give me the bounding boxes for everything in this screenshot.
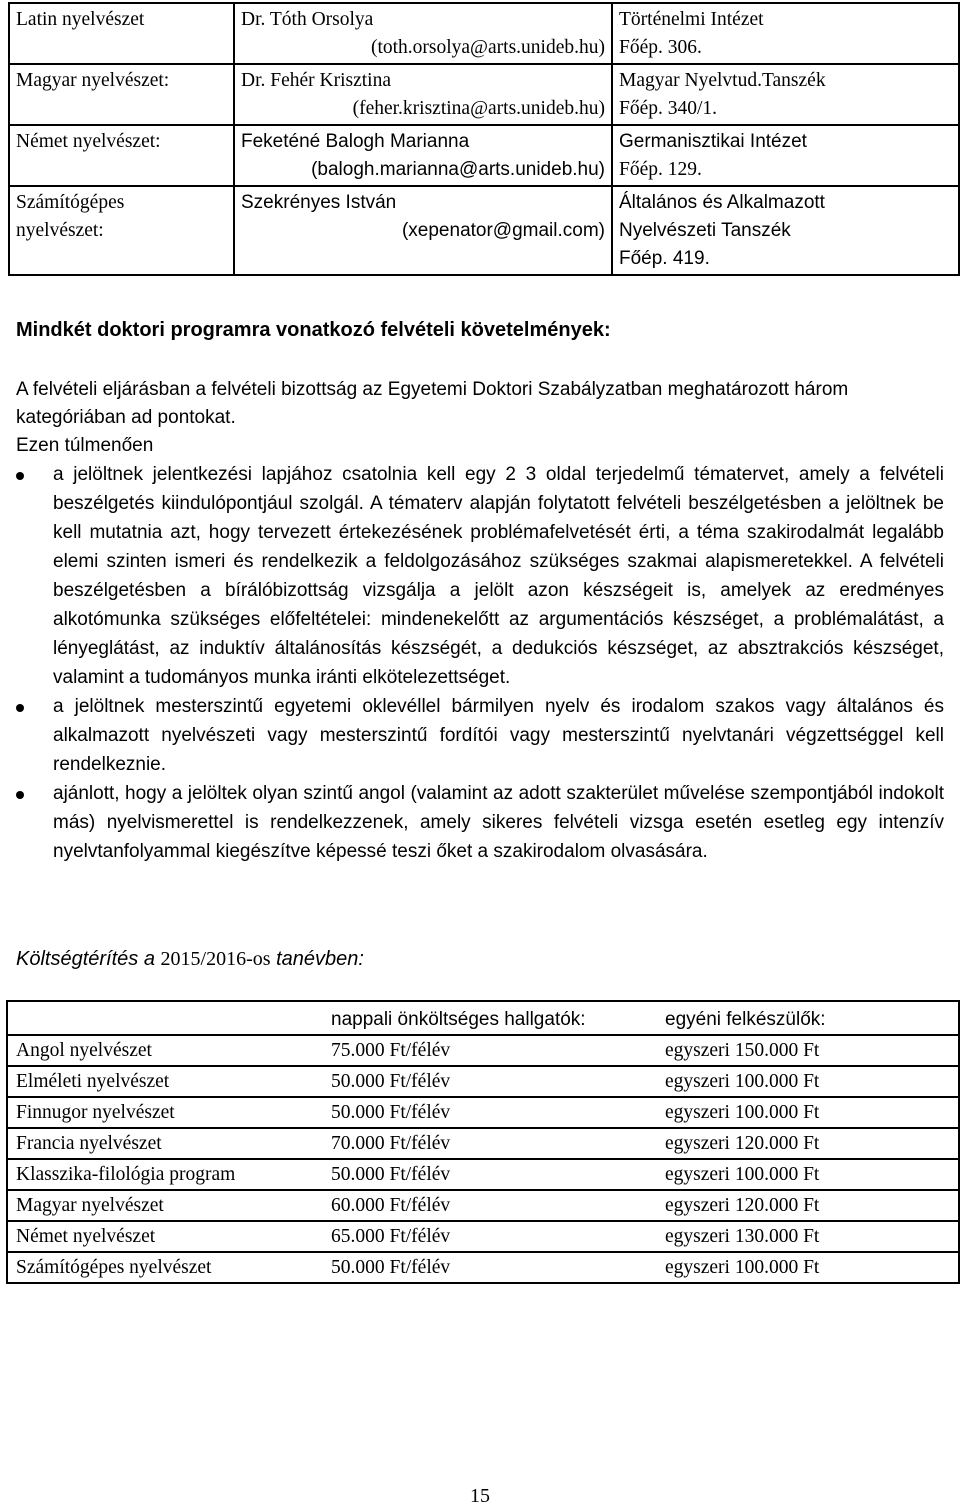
header-cell: egyéni felkészülők:	[665, 1009, 826, 1030]
contact-person: Feketéné Balogh Marianna	[241, 131, 470, 152]
location-cell	[612, 186, 959, 275]
individual-fee-cell: egyszeri 120.000 Ft	[665, 1195, 820, 1216]
program-cell: Elméleti nyelvészet	[16, 1071, 170, 1092]
cost-title-after: tanévben:	[270, 948, 364, 970]
fulltime-fee-cell: 60.000 Ft/félév	[331, 1195, 451, 1216]
individual-fee-cell: egyszeri 100.000 Ft	[665, 1257, 820, 1278]
contact-row	[9, 125, 959, 186]
program-cell: Számítógépes nyelvészet	[16, 1257, 212, 1278]
program-name-cont: nyelvészet:	[16, 220, 104, 241]
location-cell	[612, 125, 959, 186]
cost-title-before: Költségtérítés a	[16, 948, 161, 970]
location-room: Főép. 129.	[619, 159, 702, 180]
list-item	[16, 692, 944, 779]
fulltime-fee-cell: 50.000 Ft/félév	[331, 1102, 451, 1123]
list-item-text: a jelöltnek jelentkezési lapjához csatolnia kell egy 2 3 oldal terjedelmű tématervet, amely a felvételi beszélgetés kiindulópontjául szolgál. A tématerv alapján folytatott felvételi beszélgetésben a jelöltnek be kell mutatnia azt, hogy tervezett értekezésének problémafelvetését érti, a téma szakirodalmát legalább elemi szinten ismeri és rendelkezik a feldolgozásához szükséges szakmai alapismeretekkel. A felvételi beszélgetésben a bírálóbizottság vizsgálja a jelölt azon készségeit is, amelyek az eredményes alkotómunka szükséges előfeltételei: mindenekelőtt az argumentációs készséget, a problémalátást, a lényeglátást, az induktív általánosítás készségét, a dedukciós készséget, az absztrakciós készséget, valamint a tudományos munka iránti elkötelezettséget.	[53, 464, 944, 688]
individual-fee-cell: egyszeri 100.000 Ft	[665, 1164, 820, 1185]
bullet-icon	[16, 791, 24, 799]
program-cell: Német nyelvészet	[16, 1226, 156, 1247]
list-item	[16, 779, 944, 866]
program-cell: Francia nyelvészet	[16, 1133, 162, 1154]
bullet-icon	[16, 472, 24, 480]
contact-row	[9, 186, 959, 275]
table-row	[7, 1128, 959, 1159]
contact-person-cell	[234, 64, 612, 125]
program-cell	[9, 64, 234, 125]
individual-fee-cell: egyszeri 100.000 Ft	[665, 1071, 820, 1092]
program-cell	[9, 3, 234, 64]
contact-person-cell	[234, 125, 612, 186]
location-cell	[612, 3, 959, 64]
page-number: 15	[470, 1485, 490, 1507]
individual-fee-cell: egyszeri 100.000 Ft	[665, 1102, 820, 1123]
table-row	[7, 1252, 959, 1283]
cost-title-year: 2015/2016-os	[160, 948, 271, 970]
list-item-text: ajánlott, hogy a jelöltek olyan szintű angol (valamint az adott szakterület művelése szempontjából indokolt más) nyelvismerettel is rendelkezzenek, amely sikeres felvételi vizsga esetén esetleg egy intenzív nyelvtanfolyammal kiegészítve képessé teszi őket a szakirodalom olvasására.	[53, 783, 944, 862]
program-name: Német nyelvészet:	[16, 131, 161, 152]
program-cell: Angol nyelvészet	[16, 1040, 152, 1061]
intro-paragraph: A felvételi eljárásban a felvételi bizottság az Egyetemi Doktori Szabályzatban meghatározott három kategóriában ad pontokat.	[16, 379, 849, 428]
fulltime-fee-cell: 50.000 Ft/félév	[331, 1164, 451, 1185]
fee-table-header	[7, 1001, 959, 1035]
contact-email: (balogh.marianna@arts.unideb.hu)	[311, 159, 605, 180]
table-row	[7, 1221, 959, 1252]
table-row	[7, 1097, 959, 1128]
fulltime-fee-cell: 50.000 Ft/félév	[331, 1257, 451, 1278]
fulltime-fee-cell: 65.000 Ft/félév	[331, 1226, 451, 1247]
individual-fee-cell: egyszeri 130.000 Ft	[665, 1226, 820, 1247]
individual-fee-cell: egyszeri 150.000 Ft	[665, 1040, 820, 1061]
program-name: Magyar nyelvészet:	[16, 70, 170, 91]
header-cell	[7, 1001, 323, 1035]
location-institute: Magyar Nyelvtud.Tanszék	[619, 70, 826, 91]
table-row	[7, 1190, 959, 1221]
header-cell: nappali önköltséges hallgatók:	[331, 1009, 586, 1030]
location-room: Főép. 419.	[619, 248, 710, 269]
location-institute: Germanisztikai Intézet	[619, 131, 807, 152]
fulltime-fee-cell: 70.000 Ft/félév	[331, 1133, 451, 1154]
contact-person: Szekrényes István	[241, 192, 397, 213]
contact-email: (feher.krisztina@arts.unideb.hu)	[352, 98, 605, 119]
location-department: Nyelvészeti Tanszék	[619, 220, 791, 241]
contact-row	[9, 3, 959, 64]
location-institute: Történelmi Intézet	[619, 9, 764, 30]
list-item	[16, 460, 944, 692]
program-cell	[9, 125, 234, 186]
program-cell	[9, 186, 234, 275]
contact-person-cell	[234, 3, 612, 64]
contact-person-cell	[234, 186, 612, 275]
list-item-text: a jelöltnek mesterszintű egyetemi oklevéllel bármilyen nyelv és irodalom szakos vagy általános és alkalmazott nyelvészeti vagy mesterszintű fordítói vagy mesterszintű nyelvtanári végzettséggel kell rendelkeznie.	[53, 696, 944, 775]
location-institute: Általános és Alkalmazott	[619, 192, 825, 213]
location-room: Főép. 340/1.	[619, 98, 718, 119]
program-cell: Finnugor nyelvészet	[16, 1102, 175, 1123]
table-row	[7, 1066, 959, 1097]
location-room: Főép. 306.	[619, 37, 702, 58]
contact-person: Dr. Tóth Orsolya	[241, 9, 374, 30]
cost-title	[16, 945, 364, 973]
contact-email: (xepenator@gmail.com)	[401, 220, 605, 241]
location-cell	[612, 64, 959, 125]
fulltime-fee-cell: 50.000 Ft/félév	[331, 1071, 451, 1092]
contact-table	[8, 2, 960, 276]
contact-email: (toth.orsolya@arts.unideb.hu)	[370, 37, 605, 58]
requirements-section	[16, 316, 944, 866]
program-name: Számítógépes	[16, 192, 125, 213]
fulltime-fee-cell: 75.000 Ft/félév	[331, 1040, 451, 1061]
program-cell: Magyar nyelvészet	[16, 1195, 164, 1216]
requirements-heading: Mindkét doktori programra vonatkozó felvételi követelmények:	[16, 319, 611, 341]
contact-person: Dr. Fehér Krisztina	[241, 70, 392, 91]
beyond-text: Ezen túlmenően	[16, 435, 154, 456]
contact-row	[9, 64, 959, 125]
requirements-list	[16, 460, 944, 866]
fee-table	[6, 1000, 960, 1284]
individual-fee-cell: egyszeri 120.000 Ft	[665, 1133, 820, 1154]
table-row	[7, 1159, 959, 1190]
program-name: Latin nyelvészet	[16, 9, 145, 30]
bullet-icon	[16, 704, 24, 712]
program-cell: Klasszika-filológia program	[16, 1164, 236, 1185]
table-row	[7, 1035, 959, 1066]
